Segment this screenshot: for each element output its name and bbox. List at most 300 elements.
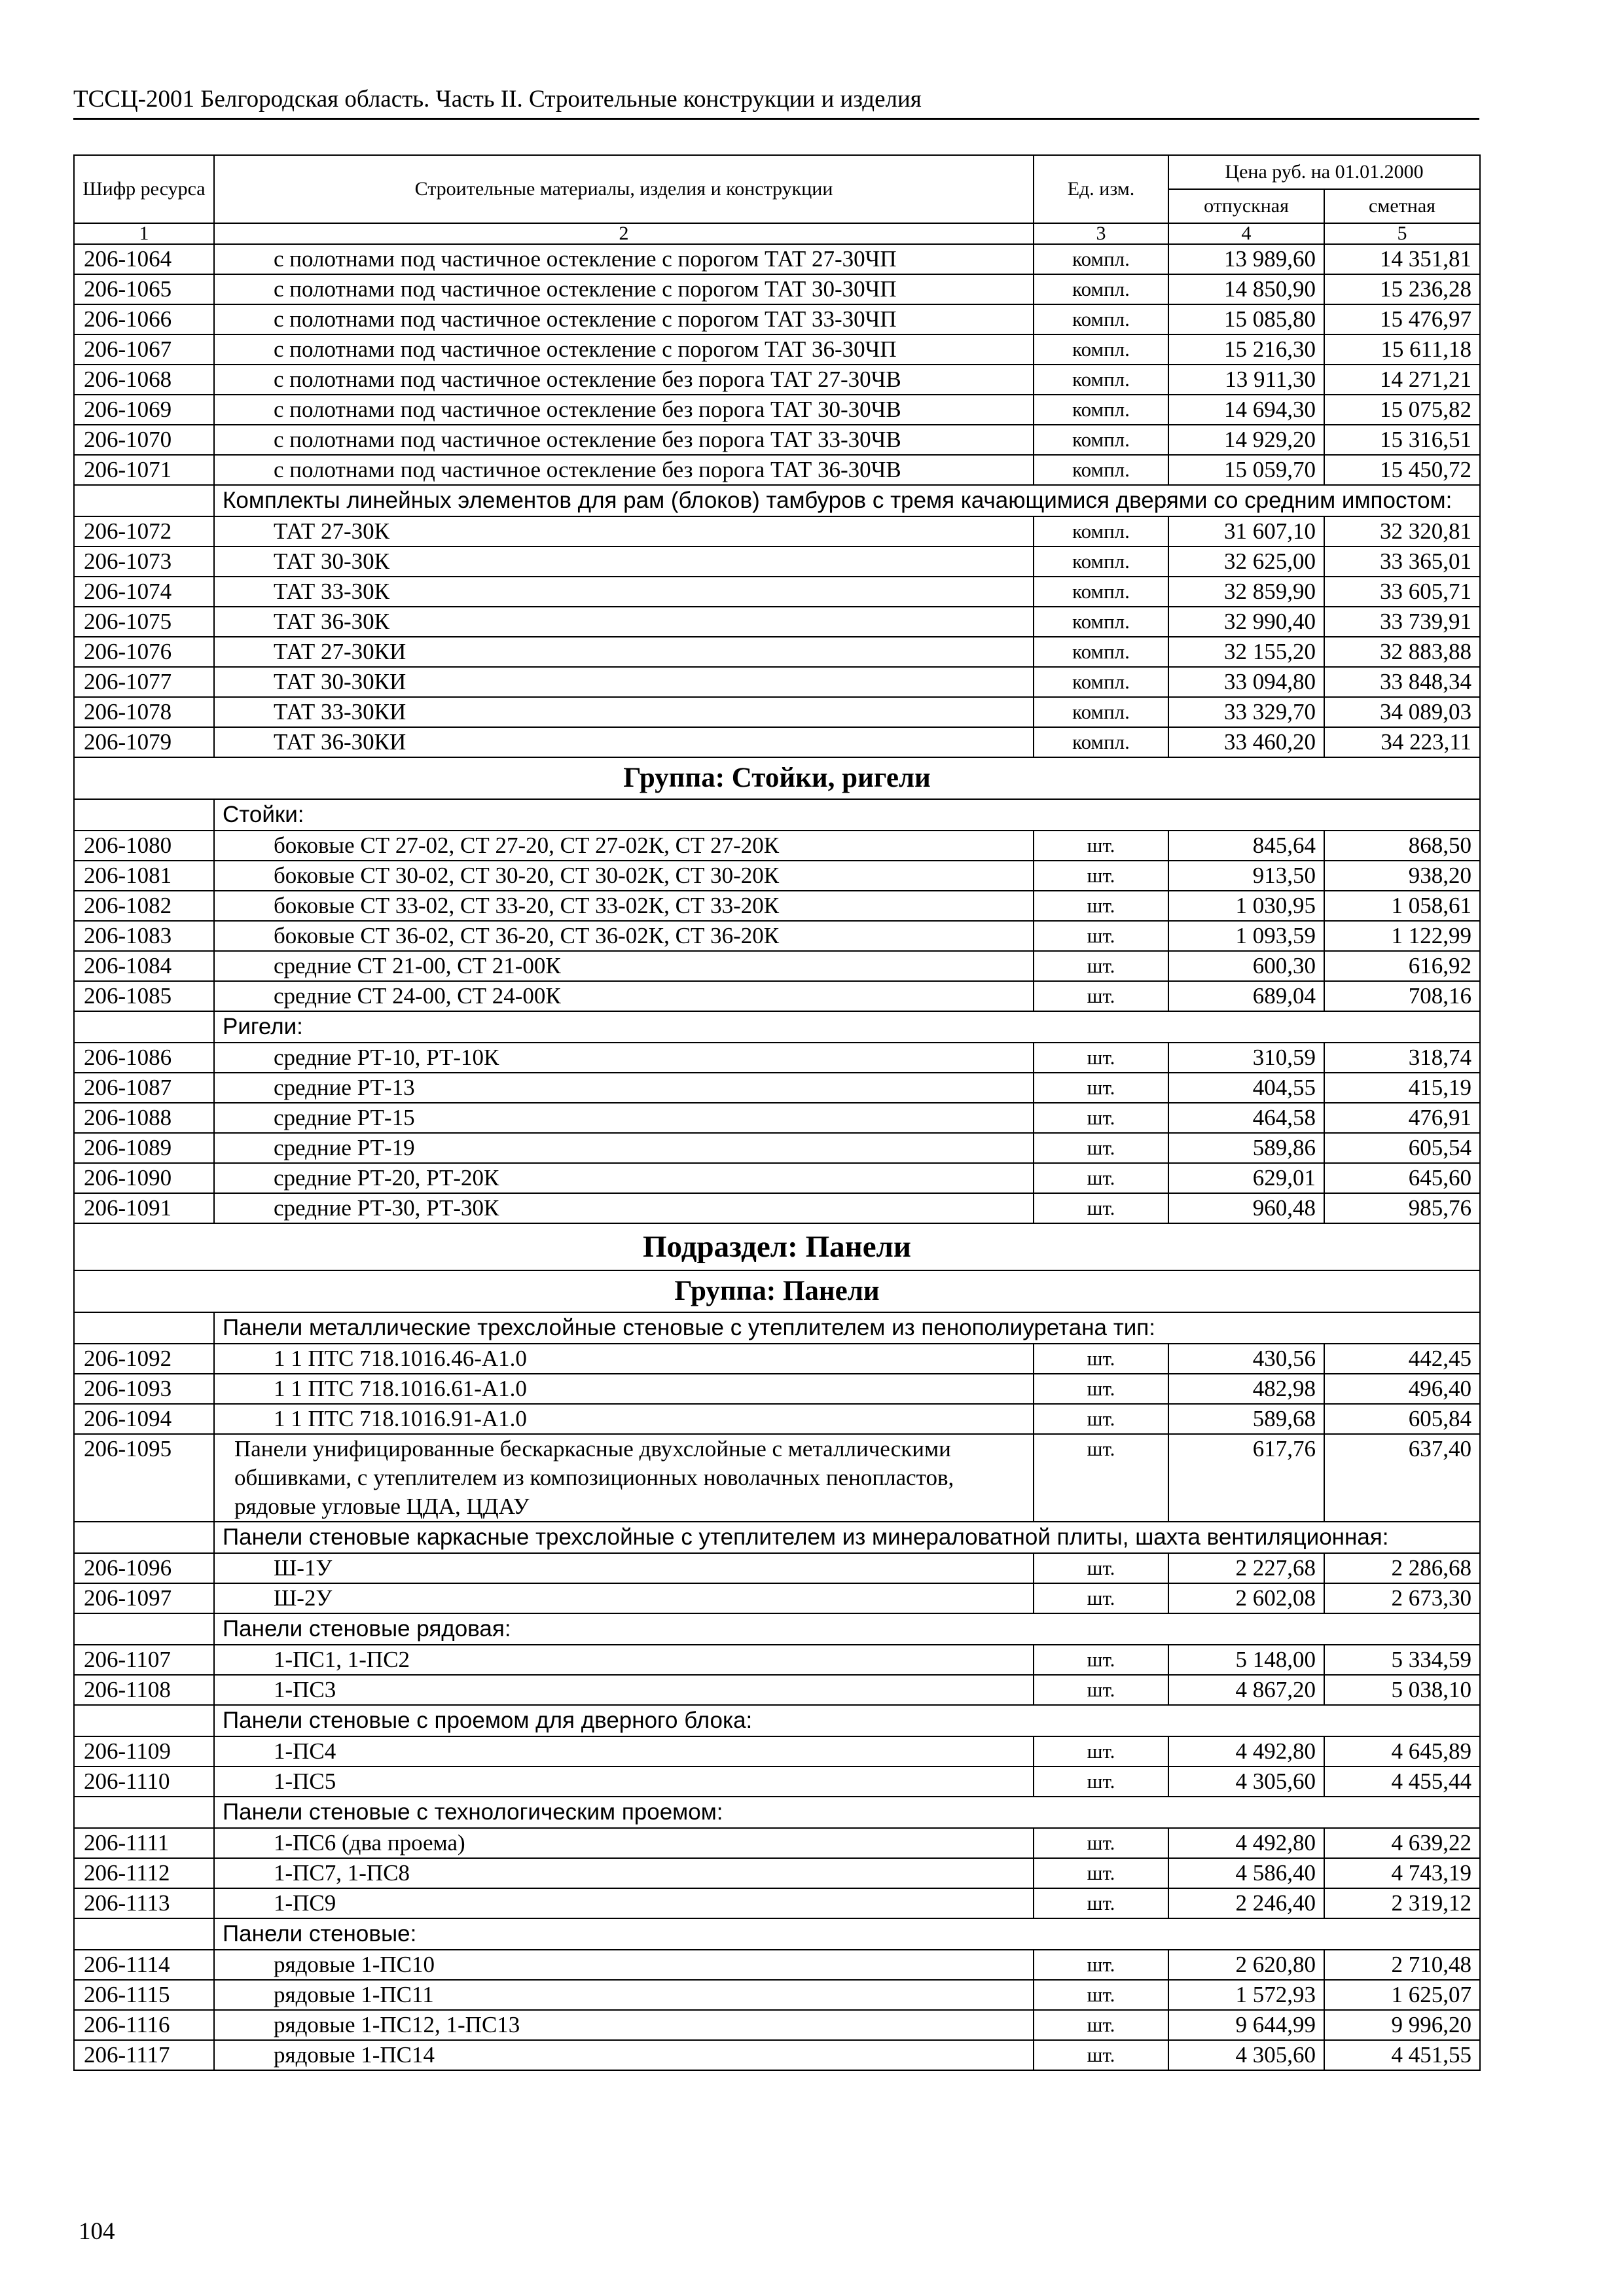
column-number: 3 — [1034, 223, 1168, 244]
unit: шт. — [1034, 1073, 1168, 1103]
table-header-row — [74, 155, 1480, 189]
estimate-price: 5 334,59 — [1324, 1645, 1480, 1675]
table-row — [74, 577, 1480, 607]
subsection-heading: Подраздел: Панели — [74, 1223, 1480, 1270]
release-price: 32 625,00 — [1168, 547, 1324, 577]
resource-code: 206-1066 — [74, 304, 214, 334]
release-price: 13 989,60 — [1168, 244, 1324, 274]
release-price: 482,98 — [1168, 1374, 1324, 1404]
release-price: 960,48 — [1168, 1193, 1324, 1223]
resource-code: 206-1092 — [74, 1344, 214, 1374]
estimate-price: 415,19 — [1324, 1073, 1480, 1103]
estimate-price: 33 739,91 — [1324, 607, 1480, 637]
unit: шт. — [1034, 981, 1168, 1011]
table-row — [74, 697, 1480, 727]
subsection-heading-row — [74, 1223, 1480, 1270]
resource-code: 206-1077 — [74, 667, 214, 697]
estimate-price: 5 038,10 — [1324, 1675, 1480, 1705]
release-price: 4 586,40 — [1168, 1858, 1324, 1888]
estimate-price: 15 236,28 — [1324, 274, 1480, 304]
resource-code: 206-1108 — [74, 1675, 214, 1705]
table-row — [74, 861, 1480, 891]
item-name: с полотнами под частичное остекление с порогом ТАТ 36-30ЧП — [214, 334, 1034, 365]
resource-code: 206-1065 — [74, 274, 214, 304]
unit: шт. — [1034, 2010, 1168, 2040]
item-name: боковые СТ 33-02, СТ 33-20, СТ 33-02К, СТ 33-20К — [214, 891, 1034, 921]
estimate-price: 9 996,20 — [1324, 2010, 1480, 2040]
unit: шт. — [1034, 1767, 1168, 1797]
estimate-price: 318,74 — [1324, 1043, 1480, 1073]
release-price: 2 620,80 — [1168, 1950, 1324, 1980]
estimate-price: 1 122,99 — [1324, 921, 1480, 951]
release-price: 9 644,99 — [1168, 2010, 1324, 2040]
resource-code: 206-1084 — [74, 951, 214, 981]
document-header: ТССЦ-2001 Белгородская область. Часть II. Строительные конструкции и изделия — [73, 84, 1479, 120]
column-header-code: Шифр ресурса — [74, 155, 214, 223]
release-price: 33 329,70 — [1168, 697, 1324, 727]
table-row — [74, 1073, 1480, 1103]
table-row — [74, 951, 1480, 981]
estimate-price: 1 625,07 — [1324, 1980, 1480, 2010]
item-name: средние РТ-19 — [214, 1133, 1034, 1163]
release-price: 14 694,30 — [1168, 395, 1324, 425]
table-row — [74, 304, 1480, 334]
unit: шт. — [1034, 1434, 1168, 1522]
resource-code: 206-1071 — [74, 455, 214, 485]
estimate-price: 985,76 — [1324, 1193, 1480, 1223]
section-spacer — [74, 1918, 214, 1950]
table-row — [74, 1553, 1480, 1583]
resource-code: 206-1090 — [74, 1163, 214, 1193]
release-price: 32 859,90 — [1168, 577, 1324, 607]
column-header-estimate-price: сметная — [1324, 189, 1480, 223]
unit: компл. — [1034, 727, 1168, 757]
unit: компл. — [1034, 274, 1168, 304]
table-row — [74, 1133, 1480, 1163]
release-price: 32 990,40 — [1168, 607, 1324, 637]
release-price: 589,86 — [1168, 1133, 1324, 1163]
resource-code: 206-1073 — [74, 547, 214, 577]
unit: шт. — [1034, 1344, 1168, 1374]
estimate-price: 1 058,61 — [1324, 891, 1480, 921]
estimate-price: 34 223,11 — [1324, 727, 1480, 757]
unit: компл. — [1034, 667, 1168, 697]
unit: шт. — [1034, 1163, 1168, 1193]
estimate-price: 33 605,71 — [1324, 577, 1480, 607]
resource-code: 206-1113 — [74, 1888, 214, 1918]
section-heading: Панели стеновые с технологическим проемом: — [214, 1797, 1480, 1828]
table-row — [74, 365, 1480, 395]
estimate-price: 15 476,97 — [1324, 304, 1480, 334]
item-name: боковые СТ 36-02, СТ 36-20, СТ 36-02К, СТ 36-20К — [214, 921, 1034, 951]
unit: шт. — [1034, 1950, 1168, 1980]
table-row — [74, 1404, 1480, 1434]
estimate-price: 34 089,03 — [1324, 697, 1480, 727]
table-row — [74, 395, 1480, 425]
unit: компл. — [1034, 607, 1168, 637]
release-price: 14 929,20 — [1168, 425, 1324, 455]
estimate-price: 605,54 — [1324, 1133, 1480, 1163]
release-price: 310,59 — [1168, 1043, 1324, 1073]
item-name: 1-ПС1, 1-ПС2 — [214, 1645, 1034, 1675]
unit: шт. — [1034, 1133, 1168, 1163]
section-heading-row — [74, 799, 1480, 831]
section-heading-row — [74, 1918, 1480, 1950]
estimate-price: 15 316,51 — [1324, 425, 1480, 455]
table-row — [74, 1103, 1480, 1133]
table-row — [74, 2040, 1480, 2070]
estimate-price: 616,92 — [1324, 951, 1480, 981]
item-name: ТАТ 27-30К — [214, 516, 1034, 547]
release-price: 2 227,68 — [1168, 1553, 1324, 1583]
table-row — [74, 727, 1480, 757]
unit: шт. — [1034, 1858, 1168, 1888]
item-name: с полотнами под частичное остекление без порога ТАТ 36-30ЧВ — [214, 455, 1034, 485]
release-price: 4 305,60 — [1168, 1767, 1324, 1797]
resource-code: 206-1070 — [74, 425, 214, 455]
resource-code: 206-1079 — [74, 727, 214, 757]
release-price: 14 850,90 — [1168, 274, 1324, 304]
item-name: 1-ПС4 — [214, 1736, 1034, 1767]
estimate-price: 15 075,82 — [1324, 395, 1480, 425]
unit: шт. — [1034, 861, 1168, 891]
resource-code: 206-1080 — [74, 831, 214, 861]
item-name: боковые СТ 30-02, СТ 30-20, СТ 30-02К, СТ 30-20К — [214, 861, 1034, 891]
item-name: 1-ПС9 — [214, 1888, 1034, 1918]
unit: компл. — [1034, 637, 1168, 667]
column-number: 2 — [214, 223, 1034, 244]
unit: компл. — [1034, 395, 1168, 425]
item-name: ТАТ 30-30К — [214, 547, 1034, 577]
unit: шт. — [1034, 1404, 1168, 1434]
table-row — [74, 334, 1480, 365]
estimate-price: 496,40 — [1324, 1374, 1480, 1404]
estimate-price: 4 645,89 — [1324, 1736, 1480, 1767]
estimate-price: 14 351,81 — [1324, 244, 1480, 274]
item-name: средние РТ-13 — [214, 1073, 1034, 1103]
table-row — [74, 1645, 1480, 1675]
resource-code: 206-1083 — [74, 921, 214, 951]
release-price: 32 155,20 — [1168, 637, 1324, 667]
release-price: 689,04 — [1168, 981, 1324, 1011]
resource-code: 206-1088 — [74, 1103, 214, 1133]
section-heading: Панели стеновые с проемом для дверного блока: — [214, 1705, 1480, 1736]
release-price: 589,68 — [1168, 1404, 1324, 1434]
item-name: рядовые 1-ПС10 — [214, 1950, 1034, 1980]
estimate-price: 2 710,48 — [1324, 1950, 1480, 1980]
table-row — [74, 2010, 1480, 2040]
table-row — [74, 891, 1480, 921]
unit: шт. — [1034, 1888, 1168, 1918]
column-header-name: Строительные материалы, изделия и конструкции — [214, 155, 1034, 223]
estimate-price: 32 320,81 — [1324, 516, 1480, 547]
resource-code: 206-1112 — [74, 1858, 214, 1888]
table-row — [74, 921, 1480, 951]
item-name: Панели унифицированные бескаркасные двухслойные с металлическими обшивками, с утеплителем из композиционных новолачных пенопластов, рядовые угловые ЦДА, ЦДАУ — [214, 1434, 1034, 1522]
resource-code: 206-1082 — [74, 891, 214, 921]
item-name: с полотнами под частичное остекление без порога ТАТ 33-30ЧВ — [214, 425, 1034, 455]
resource-code: 206-1081 — [74, 861, 214, 891]
table-row — [74, 274, 1480, 304]
unit: шт. — [1034, 1828, 1168, 1858]
release-price: 600,30 — [1168, 951, 1324, 981]
resource-code: 206-1072 — [74, 516, 214, 547]
column-number: 5 — [1324, 223, 1480, 244]
unit: шт. — [1034, 1103, 1168, 1133]
estimate-price: 708,16 — [1324, 981, 1480, 1011]
item-name: средние РТ-10, РТ-10К — [214, 1043, 1034, 1073]
section-heading-row — [74, 1705, 1480, 1736]
estimate-price: 4 743,19 — [1324, 1858, 1480, 1888]
release-price: 430,56 — [1168, 1344, 1324, 1374]
resource-code: 206-1085 — [74, 981, 214, 1011]
resource-code: 206-1064 — [74, 244, 214, 274]
unit: шт. — [1034, 1675, 1168, 1705]
section-spacer — [74, 1312, 214, 1344]
table-row — [74, 1434, 1480, 1522]
resource-code: 206-1095 — [74, 1434, 214, 1522]
item-name: с полотнами под частичное остекление без порога ТАТ 27-30ЧВ — [214, 365, 1034, 395]
item-name: 1-ПС7, 1-ПС8 — [214, 1858, 1034, 1888]
group-heading: Группа: Панели — [74, 1270, 1480, 1312]
release-price: 629,01 — [1168, 1163, 1324, 1193]
estimate-price: 15 611,18 — [1324, 334, 1480, 365]
unit: шт. — [1034, 1645, 1168, 1675]
section-heading-row — [74, 1011, 1480, 1043]
column-header-release-price: отпускная — [1168, 189, 1324, 223]
table-row — [74, 455, 1480, 485]
unit: компл. — [1034, 547, 1168, 577]
item-name: 1-ПС3 — [214, 1675, 1034, 1705]
section-spacer — [74, 1011, 214, 1043]
release-price: 2 246,40 — [1168, 1888, 1324, 1918]
estimate-price: 637,40 — [1324, 1434, 1480, 1522]
item-name: средние РТ-30, РТ-30К — [214, 1193, 1034, 1223]
item-name: ТАТ 30-30КИ — [214, 667, 1034, 697]
release-price: 4 492,80 — [1168, 1828, 1324, 1858]
release-price: 2 602,08 — [1168, 1583, 1324, 1613]
table-row — [74, 1193, 1480, 1223]
section-spacer — [74, 1797, 214, 1828]
unit: шт. — [1034, 921, 1168, 951]
table-row — [74, 1767, 1480, 1797]
estimate-price: 2 673,30 — [1324, 1583, 1480, 1613]
estimate-price: 2 319,12 — [1324, 1888, 1480, 1918]
item-name: ТАТ 33-30К — [214, 577, 1034, 607]
estimate-price: 938,20 — [1324, 861, 1480, 891]
section-heading-row — [74, 485, 1480, 516]
table-row — [74, 1675, 1480, 1705]
release-price: 33 094,80 — [1168, 667, 1324, 697]
table-row — [74, 1043, 1480, 1073]
release-price: 5 148,00 — [1168, 1645, 1324, 1675]
resource-code: 206-1086 — [74, 1043, 214, 1073]
table-row — [74, 831, 1480, 861]
column-number-row — [74, 223, 1480, 244]
group-heading-row — [74, 1270, 1480, 1312]
release-price: 617,76 — [1168, 1434, 1324, 1522]
estimate-price: 4 455,44 — [1324, 1767, 1480, 1797]
resource-code: 206-1078 — [74, 697, 214, 727]
resource-code: 206-1097 — [74, 1583, 214, 1613]
table-row — [74, 1828, 1480, 1858]
resource-code: 206-1093 — [74, 1374, 214, 1404]
item-name: с полотнами под частичное остекление без порога ТАТ 30-30ЧВ — [214, 395, 1034, 425]
table-row — [74, 667, 1480, 697]
table-row — [74, 637, 1480, 667]
estimate-price: 868,50 — [1324, 831, 1480, 861]
section-spacer — [74, 799, 214, 831]
resource-code: 206-1087 — [74, 1073, 214, 1103]
resource-code: 206-1069 — [74, 395, 214, 425]
section-heading-row — [74, 1613, 1480, 1645]
unit: компл. — [1034, 455, 1168, 485]
group-heading-row — [74, 757, 1480, 799]
estimate-price: 33 365,01 — [1324, 547, 1480, 577]
section-heading: Стойки: — [214, 799, 1480, 831]
release-price: 4 867,20 — [1168, 1675, 1324, 1705]
item-name: Ш-1У — [214, 1553, 1034, 1583]
estimate-price: 14 271,21 — [1324, 365, 1480, 395]
item-name: 1-ПС5 — [214, 1767, 1034, 1797]
release-price: 33 460,20 — [1168, 727, 1324, 757]
release-price: 1 030,95 — [1168, 891, 1324, 921]
resource-code: 206-1115 — [74, 1980, 214, 2010]
table-row — [74, 607, 1480, 637]
estimate-price: 2 286,68 — [1324, 1553, 1480, 1583]
item-name: с полотнами под частичное остекление с порогом ТАТ 27-30ЧП — [214, 244, 1034, 274]
unit: шт. — [1034, 951, 1168, 981]
table-row — [74, 1163, 1480, 1193]
unit: шт. — [1034, 1374, 1168, 1404]
resource-code: 206-1076 — [74, 637, 214, 667]
resource-code: 206-1089 — [74, 1133, 214, 1163]
item-name: ТАТ 33-30КИ — [214, 697, 1034, 727]
release-price: 15 085,80 — [1168, 304, 1324, 334]
resource-code: 206-1068 — [74, 365, 214, 395]
section-heading: Панели стеновые каркасные трехслойные с утеплителем из минераловатной плиты, шахта вентиляционная: — [214, 1522, 1480, 1553]
column-header-price: Цена руб. на 01.01.2000 — [1168, 155, 1480, 189]
item-name: ТАТ 36-30КИ — [214, 727, 1034, 757]
item-name: 1 1 ПТС 718.1016.46-А1.0 — [214, 1344, 1034, 1374]
item-name: 1-ПС6 (два проема) — [214, 1828, 1034, 1858]
section-heading-row — [74, 1312, 1480, 1344]
unit: шт. — [1034, 1583, 1168, 1613]
item-name: рядовые 1-ПС11 — [214, 1980, 1034, 2010]
estimate-price: 645,60 — [1324, 1163, 1480, 1193]
column-header-unit: Ед. изм. — [1034, 155, 1168, 223]
release-price: 845,64 — [1168, 831, 1324, 861]
release-price: 4 305,60 — [1168, 2040, 1324, 2070]
section-spacer — [74, 1705, 214, 1736]
unit: компл. — [1034, 425, 1168, 455]
estimate-price: 476,91 — [1324, 1103, 1480, 1133]
table-row — [74, 981, 1480, 1011]
section-spacer — [74, 485, 214, 516]
estimate-price: 4 451,55 — [1324, 2040, 1480, 2070]
resource-code: 206-1109 — [74, 1736, 214, 1767]
table-row — [74, 1374, 1480, 1404]
table-row — [74, 1950, 1480, 1980]
price-table — [73, 154, 1481, 2071]
resource-code: 206-1074 — [74, 577, 214, 607]
column-number: 4 — [1168, 223, 1324, 244]
table-row — [74, 547, 1480, 577]
section-heading: Ригели: — [214, 1011, 1480, 1043]
release-price: 1 572,93 — [1168, 1980, 1324, 2010]
unit: компл. — [1034, 577, 1168, 607]
resource-code: 206-1117 — [74, 2040, 214, 2070]
item-name: рядовые 1-ПС14 — [214, 2040, 1034, 2070]
group-heading: Группа: Стойки, ригели — [74, 757, 1480, 799]
table-row — [74, 244, 1480, 274]
table-row — [74, 1858, 1480, 1888]
resource-code: 206-1116 — [74, 2010, 214, 2040]
release-price: 31 607,10 — [1168, 516, 1324, 547]
release-price: 913,50 — [1168, 861, 1324, 891]
item-name: 1 1 ПТС 718.1016.91-А1.0 — [214, 1404, 1034, 1434]
table-row — [74, 425, 1480, 455]
item-name: средние РТ-15 — [214, 1103, 1034, 1133]
table-row — [74, 1736, 1480, 1767]
unit: шт. — [1034, 1980, 1168, 2010]
estimate-price: 442,45 — [1324, 1344, 1480, 1374]
unit: шт. — [1034, 891, 1168, 921]
release-price: 15 059,70 — [1168, 455, 1324, 485]
release-price: 464,58 — [1168, 1103, 1324, 1133]
release-price: 404,55 — [1168, 1073, 1324, 1103]
unit: компл. — [1034, 365, 1168, 395]
item-name: боковые СТ 27-02, СТ 27-20, СТ 27-02К, СТ 27-20К — [214, 831, 1034, 861]
unit: шт. — [1034, 1736, 1168, 1767]
estimate-price: 4 639,22 — [1324, 1828, 1480, 1858]
table-row — [74, 516, 1480, 547]
section-heading: Панели стеновые: — [214, 1918, 1480, 1950]
item-name: 1 1 ПТС 718.1016.61-А1.0 — [214, 1374, 1034, 1404]
release-price: 13 911,30 — [1168, 365, 1324, 395]
resource-code: 206-1091 — [74, 1193, 214, 1223]
estimate-price: 605,84 — [1324, 1404, 1480, 1434]
section-spacer — [74, 1522, 214, 1553]
column-number: 1 — [74, 223, 214, 244]
release-price: 4 492,80 — [1168, 1736, 1324, 1767]
release-price: 15 216,30 — [1168, 334, 1324, 365]
estimate-price: 15 450,72 — [1324, 455, 1480, 485]
unit: компл. — [1034, 697, 1168, 727]
page-number: 104 — [79, 2218, 115, 2245]
unit: компл. — [1034, 334, 1168, 365]
section-heading: Панели стеновые рядовая: — [214, 1613, 1480, 1645]
release-price: 1 093,59 — [1168, 921, 1324, 951]
item-name: с полотнами под частичное остекление с порогом ТАТ 33-30ЧП — [214, 304, 1034, 334]
resource-code: 206-1075 — [74, 607, 214, 637]
resource-code: 206-1107 — [74, 1645, 214, 1675]
section-heading-row — [74, 1797, 1480, 1828]
section-heading: Панели металлические трехслойные стеновые с утеплителем из пенополиуретана тип: — [214, 1312, 1480, 1344]
section-heading: Комплекты линейных элементов для рам (блоков) тамбуров с тремя качающимися дверями со средним импостом: — [214, 485, 1480, 516]
item-name: Ш-2У — [214, 1583, 1034, 1613]
section-spacer — [74, 1613, 214, 1645]
unit: шт. — [1034, 1193, 1168, 1223]
table-row — [74, 1583, 1480, 1613]
unit: компл. — [1034, 516, 1168, 547]
resource-code: 206-1111 — [74, 1828, 214, 1858]
item-name: с полотнами под частичное остекление с порогом ТАТ 30-30ЧП — [214, 274, 1034, 304]
table-body — [74, 244, 1480, 2070]
table-row — [74, 1888, 1480, 1918]
item-name: средние РТ-20, РТ-20К — [214, 1163, 1034, 1193]
resource-code: 206-1094 — [74, 1404, 214, 1434]
